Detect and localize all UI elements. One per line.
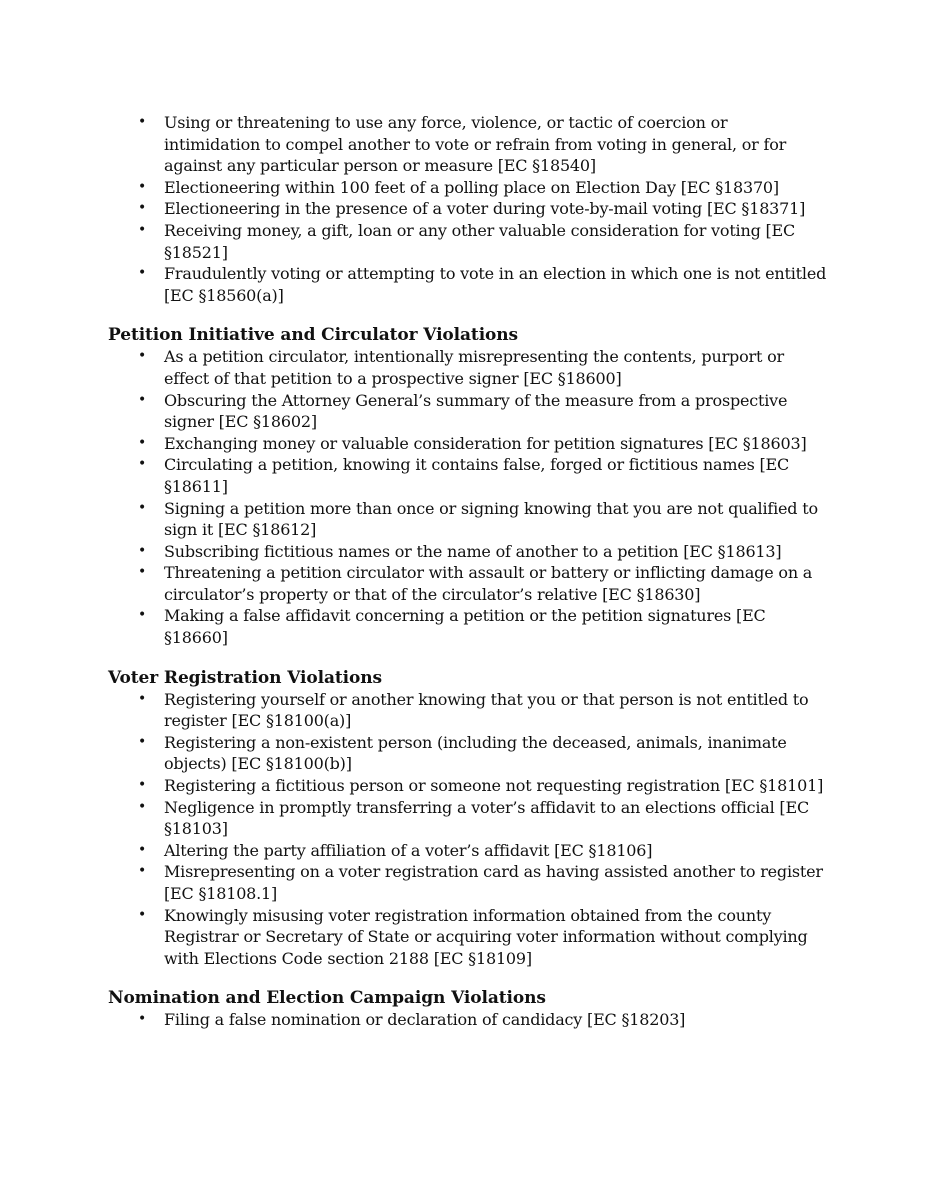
list-item-text: Filing a false nomination or declaration of candidacy [EC §18203] xyxy=(164,1010,686,1030)
list-item xyxy=(108,198,828,220)
list-item-text: Misrepresenting on a voter registration card as having assisted another to register [EC §18108.1] xyxy=(164,862,823,903)
bullet-icon: • xyxy=(138,200,147,217)
list-item-text: Fraudulently voting or attempting to vote in an election in which one is not entitled [EC §18560(a)] xyxy=(164,264,827,305)
list-item-text: Knowingly misusing voter registration information obtained from the county Registrar or Secretary of State or acquiring voter information without complying with Elections Code section 2188 [EC §18109] xyxy=(164,905,808,968)
list-item xyxy=(108,541,828,563)
list-item-text: Electioneering in the presence of a voter during vote-by-mail voting [EC §18371] xyxy=(164,199,806,219)
bullet-icon: • xyxy=(138,114,147,130)
document-section xyxy=(108,112,828,306)
list-item xyxy=(108,861,828,904)
list-item xyxy=(108,346,828,389)
bullet-icon: • xyxy=(138,348,147,365)
list-item xyxy=(108,605,828,648)
document-section xyxy=(108,667,828,970)
list-item xyxy=(108,498,828,541)
bullet-icon: • xyxy=(138,733,147,750)
section-heading: Voter Registration Violations xyxy=(108,667,382,688)
list-item-text: Circulating a petition, knowing it contains false, forged or fictitious names [EC §18611] xyxy=(164,455,790,496)
bullet-list xyxy=(108,346,828,648)
list-item-text: Registering yourself or another knowing that you or that person is not entitled to register [EC §18100(a)] xyxy=(164,689,809,731)
bullet-icon: • xyxy=(138,1011,147,1028)
list-item xyxy=(108,1009,828,1031)
list-item-text: Signing a petition more than once or signing knowing that you are not qualified to sign it [EC §18612] xyxy=(164,498,818,540)
bullet-icon: • xyxy=(138,798,147,815)
bullet-icon: • xyxy=(138,906,147,923)
bullet-icon: • xyxy=(138,456,147,473)
document-section xyxy=(108,324,828,648)
list-item-text: Threatening a petition circulator with assault or battery or inflicting damage on a circulator’s property or that of the circulator’s relative [EC §18630] xyxy=(164,563,813,604)
bullet-icon: • xyxy=(138,391,147,408)
bullet-icon: • xyxy=(138,841,147,858)
list-item xyxy=(108,390,828,433)
bullet-icon: • xyxy=(138,542,147,559)
list-item xyxy=(108,433,828,455)
list-item-text: Exchanging money or valuable consideration for petition signatures [EC §18603] xyxy=(164,433,807,453)
list-item-text: Using or threatening to use any force, violence, or tactic of coercion or intimidation to compel another to vote or refrain from voting in general, or for against any particular person or measure [EC §18540] xyxy=(164,113,787,176)
bullet-icon: • xyxy=(138,434,147,451)
list-item-text: Registering a fictitious person or someone not requesting registration [EC §18101] xyxy=(164,776,824,796)
list-item-text: Registering a non-existent person (including the deceased, animals, inanimate objects) [EC §18100(b)] xyxy=(164,732,787,774)
bullet-icon: • xyxy=(138,863,147,880)
document-body xyxy=(108,112,828,1031)
list-item-text: Altering the party affiliation of a voter’s affidavit [EC §18106] xyxy=(164,840,653,860)
section-heading: Petition Initiative and Circulator Violations xyxy=(108,325,519,346)
list-item xyxy=(108,689,828,732)
bullet-icon: • xyxy=(138,221,147,238)
list-item xyxy=(108,562,828,605)
bullet-icon: • xyxy=(138,777,147,794)
list-item-text: Obscuring the Attorney General’s summary of the measure from a prospective signer [EC §18602] xyxy=(164,390,788,432)
list-item xyxy=(108,840,828,862)
document-section xyxy=(108,987,828,1031)
list-item-text: As a petition circulator, intentionally misrepresenting the contents, purport or effect of that petition to a prospective signer [EC §18600] xyxy=(164,347,784,388)
list-item xyxy=(108,220,828,263)
list-item-text: Electioneering within 100 feet of a polling place on Election Day [EC §18370] xyxy=(164,177,779,197)
list-item xyxy=(108,905,828,970)
section-heading: Nomination and Election Campaign Violations xyxy=(108,988,546,1009)
list-item-text: Receiving money, a gift, loan or any other valuable consideration for voting [EC §18521] xyxy=(164,220,796,262)
bullet-list xyxy=(108,1009,828,1031)
list-item xyxy=(108,263,828,306)
list-item xyxy=(108,732,828,775)
list-item xyxy=(108,112,828,177)
list-item-text: Making a false affidavit concerning a petition or the petition signatures [EC §18660] xyxy=(164,606,766,648)
list-item-text: Subscribing fictitious names or the name of another to a petition [EC §18613] xyxy=(164,541,782,561)
bullet-list xyxy=(108,112,828,306)
list-item xyxy=(108,177,828,199)
bullet-list xyxy=(108,689,828,970)
bullet-icon: • xyxy=(138,564,147,581)
bullet-icon: • xyxy=(138,178,147,195)
list-item xyxy=(108,775,828,797)
bullet-icon: • xyxy=(138,607,147,624)
list-item-text: Negligence in promptly transferring a voter’s affidavit to an elections official [EC §18103] xyxy=(164,797,809,839)
bullet-icon: • xyxy=(138,690,147,707)
bullet-icon: • xyxy=(138,265,147,282)
list-item xyxy=(108,454,828,497)
list-item xyxy=(108,797,828,840)
bullet-icon: • xyxy=(138,499,147,516)
